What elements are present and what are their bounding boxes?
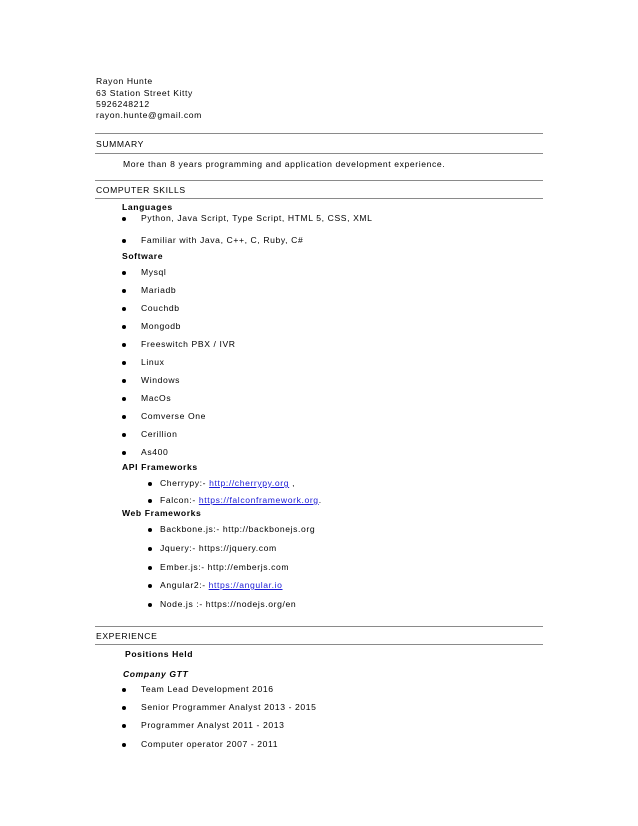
section-divider	[95, 644, 543, 645]
positions-heading: Positions Held	[125, 649, 194, 659]
language-item: Python, Java Script, Type Script, HTML 5, CSS, XML	[141, 213, 373, 223]
bullet-icon	[122, 289, 126, 293]
company-name: Company GTT	[123, 669, 189, 679]
web-framework-item	[160, 580, 283, 591]
software-item: Couchdb	[141, 303, 180, 313]
summary-text: More than 8 years programming and application development experience.	[123, 159, 446, 169]
bullet-icon	[122, 361, 126, 365]
software-item: MacOs	[141, 393, 172, 403]
experience-heading: EXPERIENCE	[96, 631, 158, 641]
section-divider	[95, 133, 543, 134]
bullet-icon	[122, 415, 126, 419]
software-heading: Software	[122, 251, 164, 261]
software-item: Comverse One	[141, 411, 206, 421]
api-framework-label: Cherrypy:-	[160, 478, 210, 488]
bullet-icon	[122, 397, 126, 401]
bullet-icon	[122, 325, 126, 329]
bullet-icon	[122, 706, 126, 710]
bullet-icon	[122, 343, 126, 347]
web-frameworks-heading: Web Frameworks	[122, 508, 202, 518]
software-item: Mariadb	[141, 285, 177, 295]
api-framework-label: Falcon:-	[160, 495, 199, 505]
api-framework-suffix: .	[318, 495, 322, 505]
bullet-icon	[122, 724, 126, 728]
bullet-icon	[122, 217, 126, 221]
bullet-icon	[122, 433, 126, 437]
software-item: Windows	[141, 375, 181, 385]
api-framework-item	[160, 478, 295, 489]
bullet-icon	[122, 307, 126, 311]
bullet-icon	[148, 528, 152, 532]
contact-name: Rayon Hunte	[96, 76, 153, 86]
software-item: Linux	[141, 357, 165, 367]
languages-heading: Languages	[122, 202, 173, 212]
web-framework-item: Backbone.js:- http://backbonejs.org	[160, 524, 316, 534]
bullet-icon	[122, 239, 126, 243]
api-frameworks-heading: API Frameworks	[122, 462, 198, 472]
section-divider	[95, 180, 543, 181]
role-item: Programmer Analyst 2011 - 2013	[141, 720, 285, 730]
bullet-icon	[148, 603, 152, 607]
bullet-icon	[122, 743, 126, 747]
bullet-icon	[148, 482, 152, 486]
summary-heading: SUMMARY	[96, 139, 144, 149]
section-divider	[95, 198, 543, 199]
contact-phone: 5926248212	[96, 99, 150, 109]
cherrypy-link[interactable]: http://cherrypy.org	[209, 478, 290, 488]
contact-address: 63 Station Street Kitty	[96, 88, 193, 98]
role-item: Senior Programmer Analyst 2013 - 2015	[141, 702, 317, 712]
skills-heading: COMPUTER SKILLS	[96, 185, 186, 195]
bullet-icon	[148, 584, 152, 588]
bullet-icon	[148, 547, 152, 551]
web-framework-item: Node.js :- https://nodejs.org/en	[160, 599, 297, 609]
language-item: Familiar with Java, C++, C, Ruby, C#	[141, 235, 304, 245]
bullet-icon	[122, 271, 126, 275]
api-framework-item	[160, 495, 322, 506]
software-item: Mongodb	[141, 321, 182, 331]
web-framework-item: Ember.js:- http://emberjs.com	[160, 562, 290, 572]
angular-link[interactable]: https://angular.io	[208, 580, 283, 590]
software-item: Freeswitch PBX / IVR	[141, 339, 236, 349]
contact-email: rayon.hunte@gmail.com	[96, 110, 202, 120]
bullet-icon	[148, 499, 152, 503]
web-framework-item: Jquery:- https://jquery.com	[160, 543, 277, 553]
section-divider	[95, 153, 543, 154]
software-item: Cerillion	[141, 429, 178, 439]
software-item: As400	[141, 447, 169, 457]
falcon-link[interactable]: https://falconframework.org	[198, 495, 319, 505]
bullet-icon	[122, 379, 126, 383]
bullet-icon	[122, 688, 126, 692]
software-item: Mysql	[141, 267, 167, 277]
web-framework-label: Angular2:-	[160, 580, 209, 590]
bullet-icon	[122, 451, 126, 455]
role-item: Computer operator 2007 - 2011	[141, 739, 279, 749]
bullet-icon	[148, 566, 152, 570]
api-framework-suffix: ,	[289, 478, 296, 488]
section-divider	[95, 626, 543, 627]
role-item: Team Lead Development 2016	[141, 684, 274, 694]
